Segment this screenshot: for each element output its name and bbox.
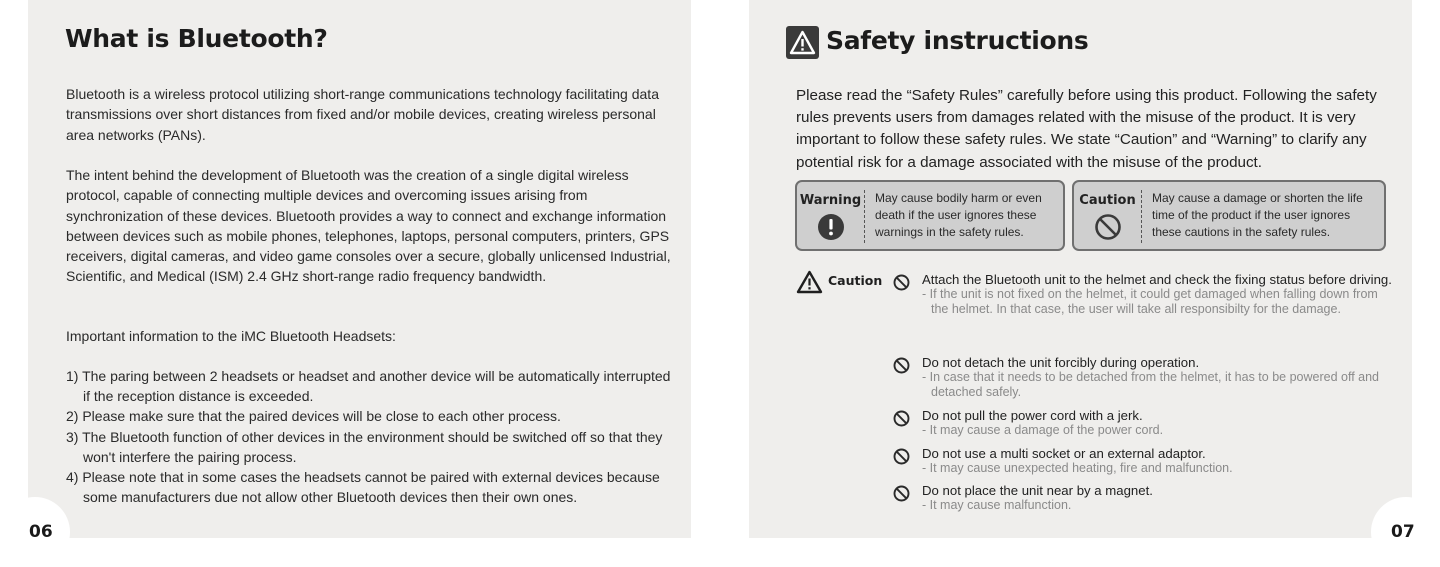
rule-text: Do not place the unit near by a magnet. [922, 483, 1153, 498]
prohibited-icon [893, 357, 910, 374]
prohibited-icon [893, 485, 910, 502]
list-item: 2) Please make sure that the paired devices will be close to each other process. [66, 408, 561, 424]
caution-section-heading [796, 270, 891, 294]
list-item: 4) Please note that in some cases the headsets cannot be paired with external devices because some manufacturers due not allow other Bluetooth devices then their own ones. [66, 469, 660, 506]
warning-triangle-icon [796, 270, 823, 294]
warning-label: Warning [799, 193, 862, 208]
list-item: 3) The Bluetooth function of other devices in the environment should be switched off so that they won't interfere the pairing process. [66, 429, 663, 466]
rule-text: Do not use a multi socket or an external adaptor. [922, 446, 1206, 461]
rule-detail: - It may cause malfunction. [922, 498, 1072, 512]
safety-rule [893, 355, 1393, 400]
rule-detail: - If the unit is not fixed on the helmet, it could get damaged when falling down from the helmet. In that case, the user will take all responsibilty for the damage. [922, 287, 1378, 316]
right-page-number: 07 [1391, 522, 1415, 542]
rule-text: Do not pull the power cord with a jerk. [922, 408, 1143, 423]
caution-box-label [1074, 182, 1141, 249]
prohibited-icon [893, 448, 910, 465]
safety-rule [893, 272, 1393, 317]
prohibited-icon [893, 410, 910, 427]
left-page-number: 06 [29, 522, 53, 542]
caution-box-text: May cause a damage or shorten the life time of the product if the user ignores these cautions in the safety rules. [1141, 190, 1380, 243]
warning-box [795, 180, 1065, 251]
exclamation-circle-icon [817, 213, 845, 241]
safety-intro: Please read the “Safety Rules” carefully before using this product. Following the safety rules prevents users from damages related with the misuse of the product. It is very important to follow these safety rules. We state “Caution” and “Warning” to clarify any potential risk for a damage associated with the misuse of the product. [796, 87, 1377, 171]
rule-detail: - It may cause a damage of the power cord. [922, 423, 1164, 437]
rule-detail: - It may cause unexpected heating, fire and malfunction. [922, 461, 1233, 475]
prohibited-icon [1094, 213, 1122, 241]
rule-detail: - In case that it needs to be detached from the helmet, it has to be powered off and detached safely. [922, 370, 1380, 399]
paragraph-development: The intent behind the development of Bluetooth was the creation of a single digital wireless protocol, capable of connecting multiple devices and overcoming issues arising from synchronization of these devices. Bluetooth provides a way to connect and exchange information between devices such as mobile phones, telephones, laptops, personal computers, printers, GPS receivers, digital cameras, and video game consoles over a secure, globally unlicensed Industrial, Scientific, and Medical (ISM) 2.4 GHz short-range radio frequency bandwidth. [66, 167, 671, 285]
safety-rule [893, 408, 1393, 438]
left-page-title: What is Bluetooth? [65, 24, 328, 53]
rule-text: Do not detach the unit forcibly during operation. [922, 355, 1200, 370]
warning-box-label [797, 182, 864, 249]
caution-label: Caution [1079, 193, 1136, 208]
paragraph-important: Important information to the iMC Bluetooth Headsets: [66, 328, 396, 344]
caution-section-label: Caution [828, 273, 883, 288]
paragraph-intro: Bluetooth is a wireless protocol utilizing short-range communications technology facilitating data transmissions over short distances from fixed and/or mobile devices, creating wireless personal area networks (PANs). [66, 86, 659, 143]
warning-triangle-icon [786, 26, 819, 59]
safety-rule [893, 446, 1393, 476]
caution-box [1072, 180, 1386, 251]
list-item: 1) The paring between 2 headsets or headset and another device will be automatically interrupted if the reception distance is exceeded. [66, 368, 671, 405]
rule-text: Attach the Bluetooth unit to the helmet and check the fixing status before driving. [922, 272, 1392, 287]
warning-box-text: May cause bodily harm or even death if the user ignores these warnings in the safety rules. [864, 190, 1059, 243]
right-page-title: Safety instructions [826, 26, 1089, 55]
safety-rule [893, 483, 1393, 513]
prohibited-icon [893, 274, 910, 291]
